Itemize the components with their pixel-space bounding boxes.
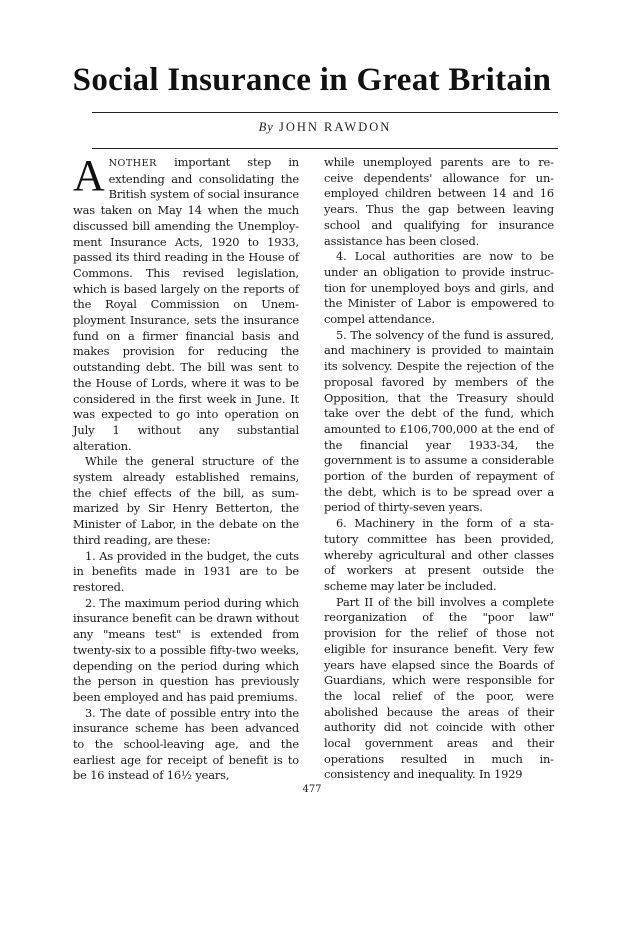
paragraph: Part II of the bill involves a complete reorganization of the "poor law" provision for the relief of those not eligible for insurance benefit. Very few years have elapsed since the Boards of Guardians, which were responsible for the local relief of the poor, were abolished because the areas of their authority did not coincide with other local government areas and their operations resulted in much inconsistency and inequality. In 1929	[324, 594, 554, 782]
paragraph: 3. The date of possible entry into the insurance scheme has been advanced to the school-leaving age, and the earliest age for receipt of benefit is to be 16 instead of 16½ years,	[73, 705, 299, 783]
paragraph	[73, 151, 299, 454]
article-title: Social Insurance in Great Britain	[72, 62, 552, 98]
title-rule-top	[92, 112, 558, 113]
byline	[92, 120, 558, 135]
right-column	[324, 155, 554, 783]
paragraph: 5. The solvency of the fund is assured, and machinery is provided to maintain its solvency. Despite the rejection of the proposal favored by members of the Opposition, that the Treasury should take over the debt of the fund, which amounted to £106,700,000 at the end of the financial year 1933-34, the government is to assume a considerable portion of the burden of repayment of the debt, which is to be spread over a period of thirty-seven years.	[324, 327, 554, 515]
byline-prefix: By	[258, 120, 274, 134]
paragraph-text: important step in extending and consolidating the British system of social insurance was taken on May 14 when the much discussed bill amending the Unemployment Insurance Acts, 1920 to 1933, passed its third reading in the House of Commons. This revised legislation, which is based largely on the reports of the Royal Commission on Unemployment Insurance, sets the insurance fund on a firmer financial basis and makes provision for reducing the outstanding debt. The bill was sent to the House of Lords, where it was to be considered in the first week in June. It was expected to go into operation on July 1 without any substantial alteration.	[73, 155, 299, 453]
paragraph: 1. As provided in the budget, the cuts in benefits made in 1931 are to be restored.	[73, 548, 299, 594]
left-column	[73, 151, 299, 784]
page-number: 477	[302, 784, 322, 795]
author-name: JOHN RAWDON	[278, 120, 392, 134]
lead-smallcaps: NOTHER	[108, 158, 157, 169]
title-rule-bottom	[92, 148, 558, 149]
paragraph: While the general structure of the system already established remains, the chief effects of the bill, as summarized by Sir Henry Betterton, the Minister of Labor, in the debate on the third reading, are these:	[73, 454, 299, 547]
paragraph: while unemployed parents are to receive dependents' allowance for unemployed children between 14 and 16 years. Thus the gap between leaving school and qualifying for insurance assistance has been closed.	[324, 155, 554, 248]
paragraph: 4. Local authorities are now to be under an obligation to provide instruction for unemployed boys and girls, and the Minister of Labor is empowered to compel attendance.	[324, 249, 554, 327]
paragraph: 6. Machinery in the form of a statutory committee has been provided, whereby agricultural and other classes of workers at present outside the scheme may later be included.	[324, 516, 554, 593]
paragraph: 2. The maximum period during which insurance benefit can be drawn without any "means test" is extended from twenty-six to a possible fifty-two weeks, depending on the period during which the person in question has previously been employed and has paid premiums.	[73, 595, 299, 704]
drop-cap: A	[73, 151, 105, 200]
